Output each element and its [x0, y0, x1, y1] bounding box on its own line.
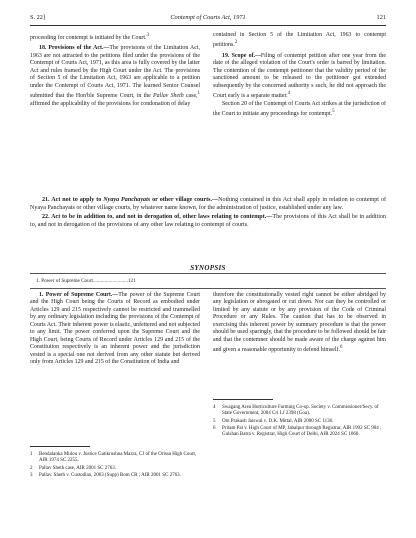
- footnotes-right: [213, 405, 386, 439]
- footnote-text: Pallav. Sheth v. Custodian, 2003 (Supp) Bom CR ; AIR 2001 SC 2763.: [39, 472, 181, 478]
- upper-left-column: [30, 32, 200, 108]
- page-number: 121: [376, 14, 386, 21]
- paragraph: Section 20 of the Contempt of Courts Act strikes at the jurisdiction of the Court to initiate any proceedings for contempt.$^5$: [213, 100, 386, 117]
- section-21: 21. Act not to apply to Nyaya Panchayats or other village courts.—Nothing contained in this Act shall apply in relation to contempt of Nyaya Panchayats or other village courts, by whatever name known, for the administration of justice, established under any law.: [30, 197, 386, 211]
- footnote-rule: [30, 446, 90, 447]
- upper-right-column: [213, 32, 386, 118]
- synopsis-bottom-rule: [30, 288, 386, 289]
- paragraph-section-19: 19. Scope of.—Filing of contempt petition after one year from the date of the alleged violation of the Court's order is barred by limitation. The contention of the contempt petitioner that the validity period of the sanctioned amount to be released to the petitioner got extended subsequently by the concerned authority s such, he did not approach the Court early is a separate matter.$^4$: [213, 52, 386, 100]
- footnote-text: Pallav Sheth case, AIR 2001 SC 2763.: [39, 465, 116, 471]
- footnote-number: 3: [30, 472, 33, 478]
- synopsis-top-rule: [30, 273, 386, 274]
- footnote-number: 1: [30, 452, 33, 457]
- footnote: [30, 466, 200, 472]
- footnote-number: 2: [30, 465, 33, 471]
- header-section-ref: S. 22]: [30, 14, 46, 21]
- footnote-number: 4: [213, 405, 216, 410]
- lower-left-column: [30, 292, 200, 367]
- synopsis-title: SYNOPSIS: [190, 264, 226, 272]
- footnote-number: 5: [213, 418, 216, 424]
- paragraph-section-18: 18. Provisions of the Act.—The provisions of the Limitation Act, 1963 are not attracted to the petitions filed under the provisions of the Contempt of Courts Act, 1971, as this area is fully covered by the latter Act and rules framed by the High Court under the Act. The provisions of Section 5 of the Limitation Act, 1963 are applicable to a petition under the Contempt of Courts Act, 1971. The learned Senior Counsel submitted that the Hon'ble Supreme Court, in the Pallav Sheth case,$^1$ affirmed the applicability of the provisions for condonation of delay: [30, 45, 200, 107]
- paragraph: contained in Section 5 of the Limitation Act, 1963 to contempt petitions.$^2$: [213, 32, 386, 49]
- footnotes-left: [30, 452, 200, 480]
- footnote: [30, 473, 200, 479]
- header-title: Contempt of Courts Act, 1971: [170, 14, 246, 21]
- sections-21-22: [30, 197, 386, 231]
- paragraph: therefore the constitutionally vested right cannot be either abridged by any legislation or abrogated or cut down. Nor can they be controlled or limited by any statute or by any provision of the Code of Criminal Procedure or any Rules. The caution that has to be observed in exercising this inherent power by summary procedure is that the power should be used sparingly, that the procedure to be followed should be fair and that the contemner should be made aware of the charge against him and given a reasonable opportunity to defend himself.$^6$: [213, 292, 386, 354]
- header-rule: [30, 25, 386, 26]
- footnote-text: Om Prakash Jaiswal v. D.K. Mittal, AIR 2000 SC 1136.: [222, 418, 334, 424]
- footnote-text: Pritam Pal v. High Court of MP, Jabalpur through Registrar, AIR 1992 SC 904 ; Gulshan Batra v. Registrar, High Court of Delhi, AIR 2024 SC 1060.: [222, 425, 382, 438]
- footnote: [213, 405, 386, 418]
- section-22: 22. Act to be in addition to, and not in derogation of, other laws relating to contempt.—The provisions of this Act shall be in addition to, and not in derogation of the provisions of any other law relating to contempt of courts.: [30, 214, 386, 228]
- lower-right-column: [213, 292, 386, 355]
- footnote-text: Swagang Area Horticulture Farming Co-op. Society v. Commissioner/Secy. of State Government, 2004 Cri LJ 2398 (Goa).: [222, 405, 379, 417]
- paragraph-power-of-supreme-court: 1. Power of Supreme Court.—The power of the Supreme Court and the High Court being the Courts of Record as embodied under Articles 129 and 215 respectively cannot be restricted and trammelled by any ordinary legislation including the provisions of the Contempt of Courts Act. Their inherent power is elastic, unfettered and not subjected to any limit. The power conferred upon the Supreme Court and the High Court, being Courts of Record under Articles 129 and 215 of the Constitution respectively is an inherent power and the jurisdiction vested is a special one not derived from any other statute but derived only from Articles 129 and 215 of the Constitution of India and: [30, 292, 201, 366]
- footnote: [213, 419, 386, 425]
- footnote-text: Bendalanka Mulou v. Justice Gatikrushna Mazra, CJ of the Orissa High Court, AIR 1974 SC 2255.: [39, 452, 197, 464]
- footnote-number: 6: [213, 425, 216, 431]
- footnote: [30, 452, 200, 465]
- synopsis-item: 1. Power of Supreme Court...........................121: [36, 278, 136, 284]
- footnote-rule: [213, 399, 273, 400]
- footnote: [213, 426, 386, 439]
- paragraph: proceeding for contempt is initiated by the Court.$^3$: [30, 33, 149, 41]
